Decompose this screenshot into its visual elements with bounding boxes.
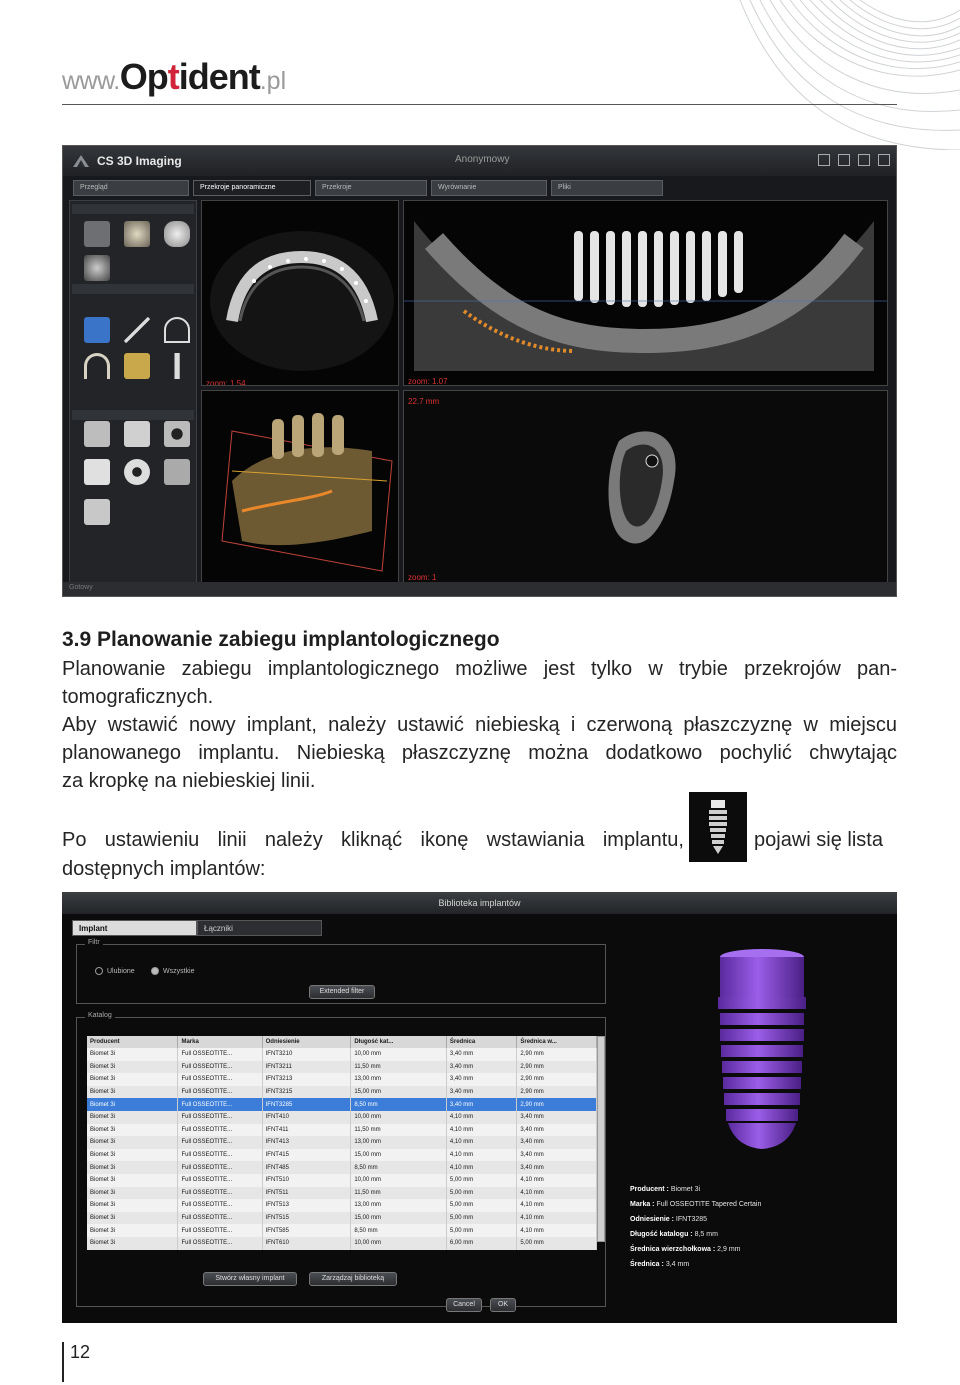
table-cell: IFNT3285 bbox=[262, 1098, 351, 1111]
create-implant-button[interactable]: Stwórz własny implant bbox=[203, 1272, 297, 1286]
cross-section-image bbox=[404, 391, 888, 585]
table-cell: 2,90 mm bbox=[517, 1086, 597, 1099]
table-cell: Biomet 3i bbox=[87, 1098, 178, 1111]
table-cell: 5,00 mm bbox=[446, 1174, 517, 1187]
table-cell: 3,40 mm bbox=[517, 1161, 597, 1174]
table-cell: Biomet 3i bbox=[87, 1199, 178, 1212]
optident-logo[interactable]: www. Optident .pl bbox=[62, 56, 287, 97]
table-cell: 4,10 mm bbox=[446, 1149, 517, 1162]
table-cell: 11,50 mm bbox=[351, 1124, 447, 1137]
table-row[interactable] bbox=[87, 1073, 597, 1086]
app-title: CS 3D Imaging bbox=[97, 154, 182, 168]
table-cell: IFNT3211 bbox=[262, 1061, 351, 1074]
table-cell: 3,40 mm bbox=[446, 1073, 517, 1086]
implant-details: Producent : Biomet 3i Marka : Full OSSEOTITE Tapered Certain Odniesienie : IFNT3285 Długość katalogu : 8,5 mm Średnica wierzchołkowa : 2,9 mm Średnica : 3,4 mm bbox=[630, 1186, 762, 1268]
table-cell: Full OSSEOTITE... bbox=[178, 1048, 262, 1061]
pointer-icon[interactable] bbox=[84, 317, 110, 343]
table-cell: IFNT415 bbox=[262, 1149, 351, 1162]
paragraph-line: za kropkę na niebieskiej linii. bbox=[62, 770, 316, 792]
implant-library-screenshot bbox=[62, 892, 897, 1323]
paragraph-line: pojawi się lista bbox=[754, 829, 883, 851]
share-icon[interactable] bbox=[84, 499, 110, 525]
table-cell: 5,00 mm bbox=[446, 1187, 517, 1200]
panoramic-image bbox=[404, 201, 888, 386]
table-cell: 4,10 mm bbox=[517, 1224, 597, 1237]
table-cell: Biomet 3i bbox=[87, 1136, 178, 1149]
table-cell: 3,40 mm bbox=[517, 1111, 597, 1124]
table-row[interactable] bbox=[87, 1136, 597, 1149]
table-row[interactable] bbox=[87, 1237, 597, 1250]
table-cell: 10,00 mm bbox=[351, 1048, 447, 1061]
table-row[interactable] bbox=[87, 1098, 597, 1111]
table-cell: Biomet 3i bbox=[87, 1224, 178, 1237]
table-cell: 8,50 mm bbox=[351, 1224, 447, 1237]
table-row[interactable] bbox=[87, 1061, 597, 1074]
table-row[interactable] bbox=[87, 1086, 597, 1099]
table-cell: Full OSSEOTITE... bbox=[178, 1224, 262, 1237]
dialog-title: Biblioteka implantów bbox=[62, 892, 897, 914]
table-row[interactable] bbox=[87, 1187, 597, 1200]
table-row[interactable] bbox=[87, 1124, 597, 1137]
table-cell: 13,00 mm bbox=[351, 1073, 447, 1086]
table-cell: 5,00 mm bbox=[446, 1199, 517, 1212]
all-radio[interactable]: Wszystkie bbox=[151, 967, 195, 975]
tab-abutments[interactable]: Łączniki bbox=[197, 920, 322, 936]
table-scrollbar[interactable] bbox=[597, 1036, 605, 1242]
table-cell: 15,00 mm bbox=[351, 1149, 447, 1162]
table-cell: IFNT585 bbox=[262, 1224, 351, 1237]
nerve-icon[interactable] bbox=[124, 353, 150, 379]
table-cell: IFNT3213 bbox=[262, 1073, 351, 1086]
camera-icon[interactable] bbox=[164, 421, 190, 447]
tab-overview[interactable]: Przegląd bbox=[73, 180, 189, 196]
close-icon[interactable] bbox=[878, 154, 890, 166]
filter-group bbox=[76, 939, 606, 1004]
table-cell: 4,10 mm bbox=[517, 1199, 597, 1212]
table-cell: 8,50 mm bbox=[351, 1161, 447, 1174]
workspace-tabs bbox=[73, 180, 886, 198]
table-cell: 4,10 mm bbox=[446, 1161, 517, 1174]
table-cell: 5,00 mm bbox=[517, 1237, 597, 1250]
tab-alignment[interactable]: Wyrównanie bbox=[431, 180, 547, 196]
arch-icon[interactable] bbox=[84, 353, 110, 379]
table-cell: Biomet 3i bbox=[87, 1124, 178, 1137]
table-cell: Biomet 3i bbox=[87, 1237, 178, 1250]
volume-icon[interactable] bbox=[84, 255, 110, 281]
table-row[interactable] bbox=[87, 1161, 597, 1174]
table-cell: Biomet 3i bbox=[87, 1061, 178, 1074]
implant-tool-icon[interactable] bbox=[164, 353, 190, 379]
manage-library-button[interactable]: Zarządzaj biblioteką bbox=[309, 1272, 397, 1286]
table-cell: 4,10 mm bbox=[517, 1187, 597, 1200]
status-bar: Gotowy bbox=[63, 582, 896, 596]
tools-sidebar bbox=[69, 200, 197, 585]
table-cell: Biomet 3i bbox=[87, 1149, 178, 1162]
print-icon[interactable] bbox=[124, 421, 150, 447]
cross-section-view[interactable]: 22.7 mm zoom: 1 bbox=[403, 390, 888, 585]
table-cell: 3,40 mm bbox=[446, 1086, 517, 1099]
table-cell: IFNT3215 bbox=[262, 1086, 351, 1099]
table-cell: 8,50 mm bbox=[351, 1098, 447, 1111]
table-cell: 4,10 mm bbox=[446, 1124, 517, 1137]
table-cell: 5,00 mm bbox=[446, 1212, 517, 1225]
table-row[interactable] bbox=[87, 1174, 597, 1187]
report-icon[interactable] bbox=[84, 421, 110, 447]
table-cell: Full OSSEOTITE... bbox=[178, 1212, 262, 1225]
column-header[interactable]: Średnica w... bbox=[517, 1036, 597, 1048]
table-cell: 10,00 mm bbox=[351, 1111, 447, 1124]
table-cell: Full OSSEOTITE... bbox=[178, 1187, 262, 1200]
table-cell: 3,40 mm bbox=[517, 1124, 597, 1137]
paragraph-line: dostępnych implantów: bbox=[62, 858, 266, 880]
table-cell: Full OSSEOTITE... bbox=[178, 1073, 262, 1086]
table-cell: 10,00 mm bbox=[351, 1237, 447, 1250]
table-cell: IFNT411 bbox=[262, 1124, 351, 1137]
tooth-icon[interactable] bbox=[164, 221, 190, 247]
table-cell: Full OSSEOTITE... bbox=[178, 1161, 262, 1174]
table-cell: 3,40 mm bbox=[446, 1098, 517, 1111]
tab-implant[interactable]: Implant bbox=[72, 920, 197, 936]
table-cell: 4,10 mm bbox=[446, 1111, 517, 1124]
implant-table bbox=[87, 1036, 597, 1250]
column-header[interactable]: Długość kat... bbox=[351, 1036, 447, 1048]
tab-sections[interactable]: Przekroje bbox=[315, 180, 427, 196]
panel-header bbox=[72, 410, 194, 420]
table-cell: IFNT610 bbox=[262, 1237, 351, 1250]
table-cell: Full OSSEOTITE... bbox=[178, 1136, 262, 1149]
table-cell: Full OSSEOTITE... bbox=[178, 1061, 262, 1074]
filter-legend: Filtr bbox=[85, 939, 103, 946]
table-cell: 3,40 mm bbox=[517, 1149, 597, 1162]
table-cell: Full OSSEOTITE... bbox=[178, 1174, 262, 1187]
library-tabs bbox=[72, 920, 322, 936]
panel-header bbox=[72, 204, 194, 214]
table-cell: Biomet 3i bbox=[87, 1187, 178, 1200]
table-cell: Biomet 3i bbox=[87, 1174, 178, 1187]
catalog-legend: Katalog bbox=[85, 1012, 115, 1019]
table-cell: IFNT413 bbox=[262, 1136, 351, 1149]
axial-image bbox=[202, 201, 399, 386]
axial-view[interactable]: zoom: 1.54 bbox=[201, 200, 399, 386]
column-header[interactable]: Średnica bbox=[446, 1036, 517, 1048]
paragraph-line: planowanego implantu. Niebieską płaszczyznę można dodatkowo pochylić chwytając bbox=[62, 742, 897, 764]
table-cell: 10,00 mm bbox=[351, 1174, 447, 1187]
page-number-bar bbox=[62, 1342, 64, 1382]
table-cell: 4,10 mm bbox=[517, 1174, 597, 1187]
table-cell: Biomet 3i bbox=[87, 1086, 178, 1099]
table-cell: 13,00 mm bbox=[351, 1199, 447, 1212]
table-cell: IFNT410 bbox=[262, 1111, 351, 1124]
table-cell: 11,50 mm bbox=[351, 1187, 447, 1200]
angle-icon[interactable] bbox=[164, 317, 190, 343]
catalog-group bbox=[76, 1012, 606, 1307]
table-row[interactable] bbox=[87, 1212, 597, 1225]
table-cell: Full OSSEOTITE... bbox=[178, 1098, 262, 1111]
table-cell: IFNT511 bbox=[262, 1187, 351, 1200]
table-cell: 15,00 mm bbox=[351, 1212, 447, 1225]
header-divider bbox=[62, 104, 897, 105]
patient-label: Anonymowy bbox=[455, 154, 510, 165]
table-cell: 6,00 mm bbox=[446, 1237, 517, 1250]
implant-3d-preview bbox=[702, 947, 822, 1157]
maximize-icon[interactable] bbox=[858, 154, 870, 166]
3d-render-image bbox=[202, 391, 399, 585]
table-cell: Full OSSEOTITE... bbox=[178, 1124, 262, 1137]
disc-icon[interactable] bbox=[124, 459, 150, 485]
minimize-icon[interactable] bbox=[838, 154, 850, 166]
table-cell: IFNT515 bbox=[262, 1212, 351, 1225]
column-header[interactable]: Odniesienie bbox=[262, 1036, 351, 1048]
paragraph-line: Aby wstawić nowy implant, należy ustawić niebieską i czerwoną płaszczyznę w miejscu bbox=[62, 714, 897, 736]
export-icon[interactable] bbox=[84, 459, 110, 485]
mpr-icon[interactable] bbox=[84, 221, 110, 247]
tab-files[interactable]: Pliki bbox=[551, 180, 663, 196]
table-cell: 2,90 mm bbox=[517, 1073, 597, 1086]
titlebar bbox=[63, 146, 896, 176]
implant-insert-icon bbox=[689, 792, 747, 862]
table-cell: 15,00 mm bbox=[351, 1086, 447, 1099]
table-row[interactable] bbox=[87, 1111, 597, 1124]
cs3d-imaging-screenshot bbox=[62, 145, 897, 597]
column-header[interactable]: Producent bbox=[87, 1036, 178, 1048]
table-row[interactable] bbox=[87, 1199, 597, 1212]
cancel-button[interactable]: Cancel bbox=[446, 1298, 482, 1312]
table-cell: Full OSSEOTITE... bbox=[178, 1111, 262, 1124]
panel-header bbox=[72, 284, 194, 294]
table-cell: 11,50 mm bbox=[351, 1061, 447, 1074]
table-cell: Full OSSEOTITE... bbox=[178, 1199, 262, 1212]
help-icon[interactable] bbox=[818, 154, 830, 166]
ok-button[interactable]: OK bbox=[490, 1298, 516, 1312]
paragraph-line: Planowanie zabiegu implantologicznego możliwe jest tylko w trybie przekrojów pan- bbox=[62, 658, 897, 680]
table-cell: 3,40 mm bbox=[446, 1048, 517, 1061]
table-cell: 4,10 mm bbox=[517, 1212, 597, 1225]
paragraph-line: tomograficznych. bbox=[62, 686, 214, 708]
table-cell: Biomet 3i bbox=[87, 1161, 178, 1174]
panoramic-view[interactable]: zoom: 1.07 bbox=[403, 200, 888, 386]
tab-panoramic-sections[interactable]: Przekroje panoramiczne bbox=[193, 180, 311, 196]
extended-filter-button[interactable]: Extended filter bbox=[309, 985, 375, 999]
table-cell: Biomet 3i bbox=[87, 1212, 178, 1225]
table-cell: 2,90 mm bbox=[517, 1048, 597, 1061]
table-cell: Full OSSEOTITE... bbox=[178, 1237, 262, 1250]
decorative-swirl bbox=[660, 0, 960, 150]
table-row[interactable] bbox=[87, 1048, 597, 1061]
3d-render-view[interactable] bbox=[201, 390, 399, 585]
ruler-icon[interactable] bbox=[124, 317, 150, 343]
page-number: 12 bbox=[70, 1342, 91, 1362]
section-heading: 3.9 Planowanie zabiegu implantologicznego bbox=[62, 628, 500, 651]
table-cell: Full OSSEOTITE... bbox=[178, 1149, 262, 1162]
column-header[interactable]: Marka bbox=[178, 1036, 262, 1048]
table-cell: 3,40 mm bbox=[446, 1061, 517, 1074]
table-cell: IFNT3210 bbox=[262, 1048, 351, 1061]
window-controls bbox=[818, 154, 890, 166]
table-cell: 13,00 mm bbox=[351, 1136, 447, 1149]
table-cell: 2,90 mm bbox=[517, 1061, 597, 1074]
skull-icon[interactable] bbox=[124, 221, 150, 247]
table-row[interactable] bbox=[87, 1224, 597, 1237]
table-cell: IFNT513 bbox=[262, 1199, 351, 1212]
table-cell: Biomet 3i bbox=[87, 1048, 178, 1061]
table-cell: Biomet 3i bbox=[87, 1111, 178, 1124]
table-cell: 5,00 mm bbox=[446, 1224, 517, 1237]
table-cell: 3,40 mm bbox=[517, 1136, 597, 1149]
table-cell: IFNT510 bbox=[262, 1174, 351, 1187]
favourites-radio[interactable]: Ulubione bbox=[95, 967, 135, 975]
table-cell: IFNT485 bbox=[262, 1161, 351, 1174]
cs-logo-icon bbox=[71, 153, 91, 169]
table-cell: 2,90 mm bbox=[517, 1098, 597, 1111]
table-cell: 4,10 mm bbox=[446, 1136, 517, 1149]
table-cell: Full OSSEOTITE... bbox=[178, 1086, 262, 1099]
table-cell: Biomet 3i bbox=[87, 1073, 178, 1086]
paragraph-line: Po ustawieniu linii należy kliknąć ikonę wstawiania implantu, bbox=[62, 829, 684, 851]
table-row[interactable] bbox=[87, 1149, 597, 1162]
film-icon[interactable] bbox=[164, 459, 190, 485]
